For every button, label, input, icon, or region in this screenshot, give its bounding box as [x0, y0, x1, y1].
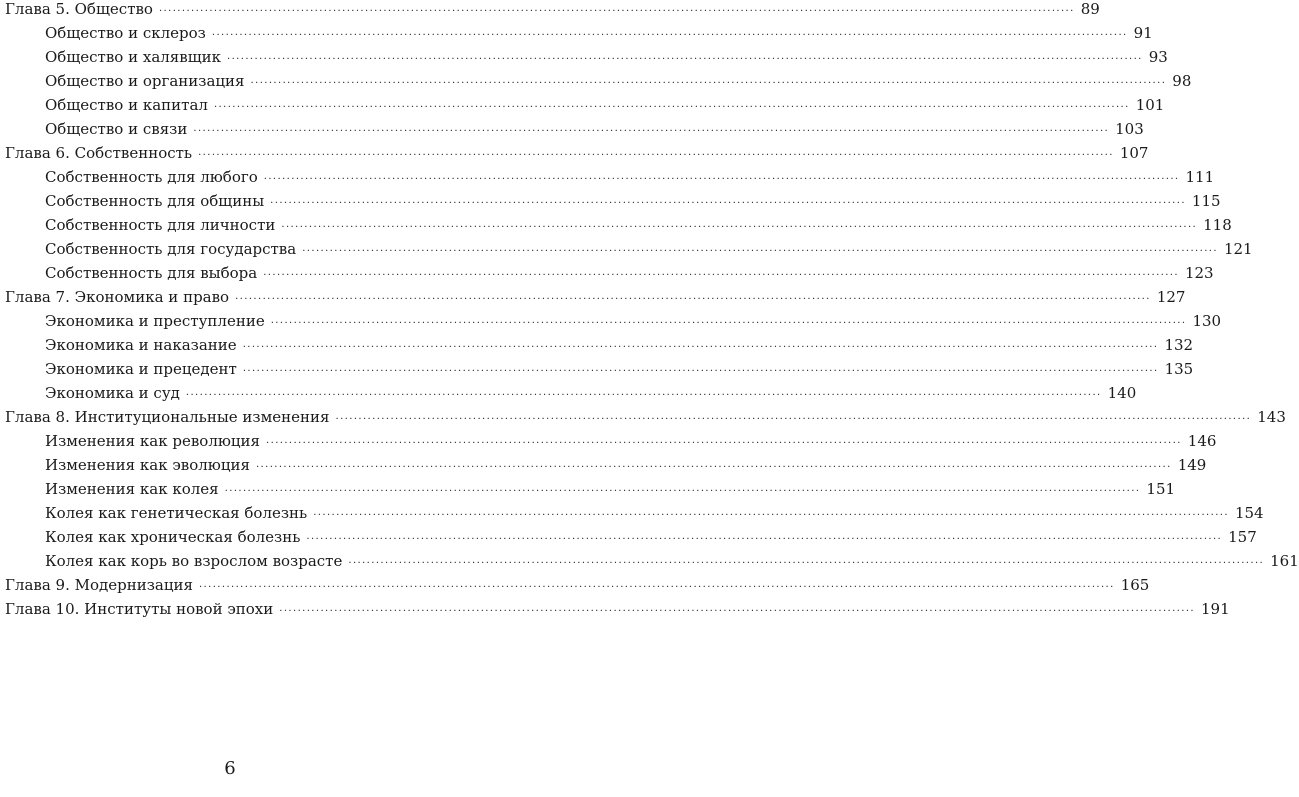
toc-entry-page: 121 [1223, 240, 1253, 258]
toc-entry-title: Глава 10. Институты новой эпохи [5, 600, 274, 618]
toc-subentry [45, 450, 1207, 474]
toc-entry-page: 146 [1187, 432, 1217, 450]
toc-entry-title: Собственность для любого [45, 168, 258, 186]
toc-entry-page: 135 [1164, 360, 1194, 378]
toc-entry-title: Экономика и прецедент [45, 360, 237, 378]
dot-leader: ........................................................................................................................................................................................................ [224, 483, 1141, 494]
dot-leader: ........................................................................................................................................................................................................ [270, 195, 1186, 206]
dot-leader: ........................................................................................................................................................................................................ [302, 243, 1218, 254]
toc-subentry [45, 234, 1253, 258]
toc-entry-page: 154 [1234, 504, 1264, 522]
toc-entry-title: Экономика и суд [45, 384, 180, 402]
toc-chapter [5, 138, 1149, 162]
toc-entry-title: Собственность для личности [45, 216, 276, 234]
dot-leader: ........................................................................................................................................................................................................ [335, 411, 1252, 422]
dot-leader: ........................................................................................................................................................................................................ [279, 603, 1195, 614]
toc-subentry [45, 378, 1137, 402]
toc-entry-page: 151 [1146, 480, 1176, 498]
toc-subentry [45, 498, 1264, 522]
toc-entry-title: Экономика и наказание [45, 336, 237, 354]
toc-entry-page: 191 [1201, 600, 1230, 618]
toc-entry-title: Изменения как колея [45, 480, 219, 498]
toc-chapter [5, 402, 1286, 426]
toc-entry-page: 165 [1120, 576, 1150, 594]
toc-subentry [45, 162, 1215, 186]
dot-leader: ........................................................................................................................................................................................................ [250, 75, 1167, 86]
toc-entry-page: 149 [1177, 456, 1207, 474]
toc-subentry [45, 42, 1168, 66]
toc-entry-title: Глава 6. Собственность [5, 144, 193, 162]
toc-entry-title: Собственность для государства [45, 240, 297, 258]
toc-subentry [45, 66, 1192, 90]
dot-leader: ........................................................................................................................................................................................................ [270, 315, 1187, 326]
dot-leader: ........................................................................................................................................................................................................ [348, 555, 1265, 566]
toc-entry-title: Глава 8. Институциональные изменения [5, 408, 330, 426]
toc-entry-page: 89 [1080, 0, 1100, 18]
toc-entry-title: Общество и халявщик [45, 48, 222, 66]
dot-leader: ........................................................................................................................................................................................................ [235, 291, 1151, 302]
toc-subentry [45, 426, 1217, 450]
toc-entry-title: Общество и связи [45, 120, 188, 138]
toc-entry-title: Колея как генетическая болезнь [45, 504, 308, 522]
toc-entry-title: Изменения как эволюция [45, 456, 250, 474]
toc-chapter [5, 570, 1150, 594]
page-number: 6 [224, 758, 236, 779]
toc-entry-page: 93 [1148, 48, 1168, 66]
toc-chapter [5, 594, 1230, 618]
toc-entry-title: Собственность для общины [45, 192, 265, 210]
toc-entry-page: 123 [1184, 264, 1214, 282]
toc-entry-page: 91 [1133, 24, 1153, 42]
toc-subentry [45, 546, 1299, 570]
toc-subentry [45, 210, 1232, 234]
toc-entry-page: 127 [1156, 288, 1186, 306]
toc-subentry [45, 186, 1221, 210]
toc-entry-page: 107 [1119, 144, 1149, 162]
dot-leader: ........................................................................................................................................................................................................ [242, 363, 1159, 374]
dot-leader: ........................................................................................................................................................................................................ [263, 171, 1180, 182]
dot-leader: ........................................................................................................................................................................................................ [255, 459, 1172, 470]
dot-leader: ........................................................................................................................................................................................................ [306, 531, 1223, 542]
dot-leader: ........................................................................................................................................................................................................ [266, 435, 1182, 446]
toc-entry-title: Экономика и преступление [45, 312, 265, 330]
dot-leader: ........................................................................................................................................................................................................ [158, 3, 1075, 14]
toc-entry-title: Глава 5. Общество [5, 0, 153, 18]
toc-subentry [45, 474, 1176, 498]
dot-leader: ........................................................................................................................................................................................................ [198, 579, 1115, 590]
toc-subentry [45, 18, 1153, 42]
toc-entry-title: Общество и склероз [45, 24, 206, 42]
toc-entry-page: 101 [1135, 96, 1165, 114]
toc-entry-title: Изменения как революция [45, 432, 261, 450]
toc-entry-title: Собственность для выбора [45, 264, 258, 282]
toc-chapter [5, 0, 1100, 18]
toc-chapter [5, 282, 1186, 306]
toc-entry-page: 140 [1107, 384, 1137, 402]
toc-entry-page: 115 [1191, 192, 1221, 210]
toc-entry-title: Общество и капитал [45, 96, 208, 114]
toc-entry-title: Глава 7. Экономика и право [5, 288, 230, 306]
dot-leader: ........................................................................................................................................................................................................ [281, 219, 1198, 230]
dot-leader: ........................................................................................................................................................................................................ [242, 339, 1159, 350]
dot-leader: ........................................................................................................................................................................................................ [313, 507, 1229, 518]
toc-entry-title: Колея как корь во взрослом возрасте [45, 552, 343, 570]
dot-leader: ........................................................................................................................................................................................................ [211, 27, 1128, 38]
toc-entry-page: 130 [1192, 312, 1222, 330]
toc-entry-page: 157 [1228, 528, 1257, 546]
dot-leader: ........................................................................................................................................................................................................ [198, 147, 1114, 158]
toc-entry-page: 103 [1115, 120, 1144, 138]
toc-entry-page: 111 [1185, 168, 1215, 186]
toc-subentry [45, 354, 1194, 378]
toc-subentry [45, 258, 1214, 282]
dot-leader: ........................................................................................................................................................................................................ [263, 267, 1179, 278]
toc-subentry [45, 306, 1222, 330]
dot-leader: ........................................................................................................................................................................................................ [185, 387, 1102, 398]
toc-subentry [45, 114, 1144, 138]
toc-entry-title: Колея как хроническая болезнь [45, 528, 301, 546]
toc-entry-page: 161 [1270, 552, 1299, 570]
toc-entry-page: 143 [1257, 408, 1286, 426]
toc-subentry [45, 330, 1194, 354]
toc-entry-page: 118 [1203, 216, 1232, 234]
dot-leader: ........................................................................................................................................................................................................ [213, 99, 1130, 110]
toc-entry-title: Глава 9. Модернизация [5, 576, 193, 594]
toc-entry-page: 98 [1172, 72, 1192, 90]
dot-leader: ........................................................................................................................................................................................................ [193, 123, 1110, 134]
toc-entry-page: 132 [1164, 336, 1194, 354]
toc-entry-title: Общество и организация [45, 72, 245, 90]
toc-subentry [45, 90, 1165, 114]
toc-subentry [45, 522, 1257, 546]
dot-leader: ........................................................................................................................................................................................................ [227, 51, 1143, 62]
